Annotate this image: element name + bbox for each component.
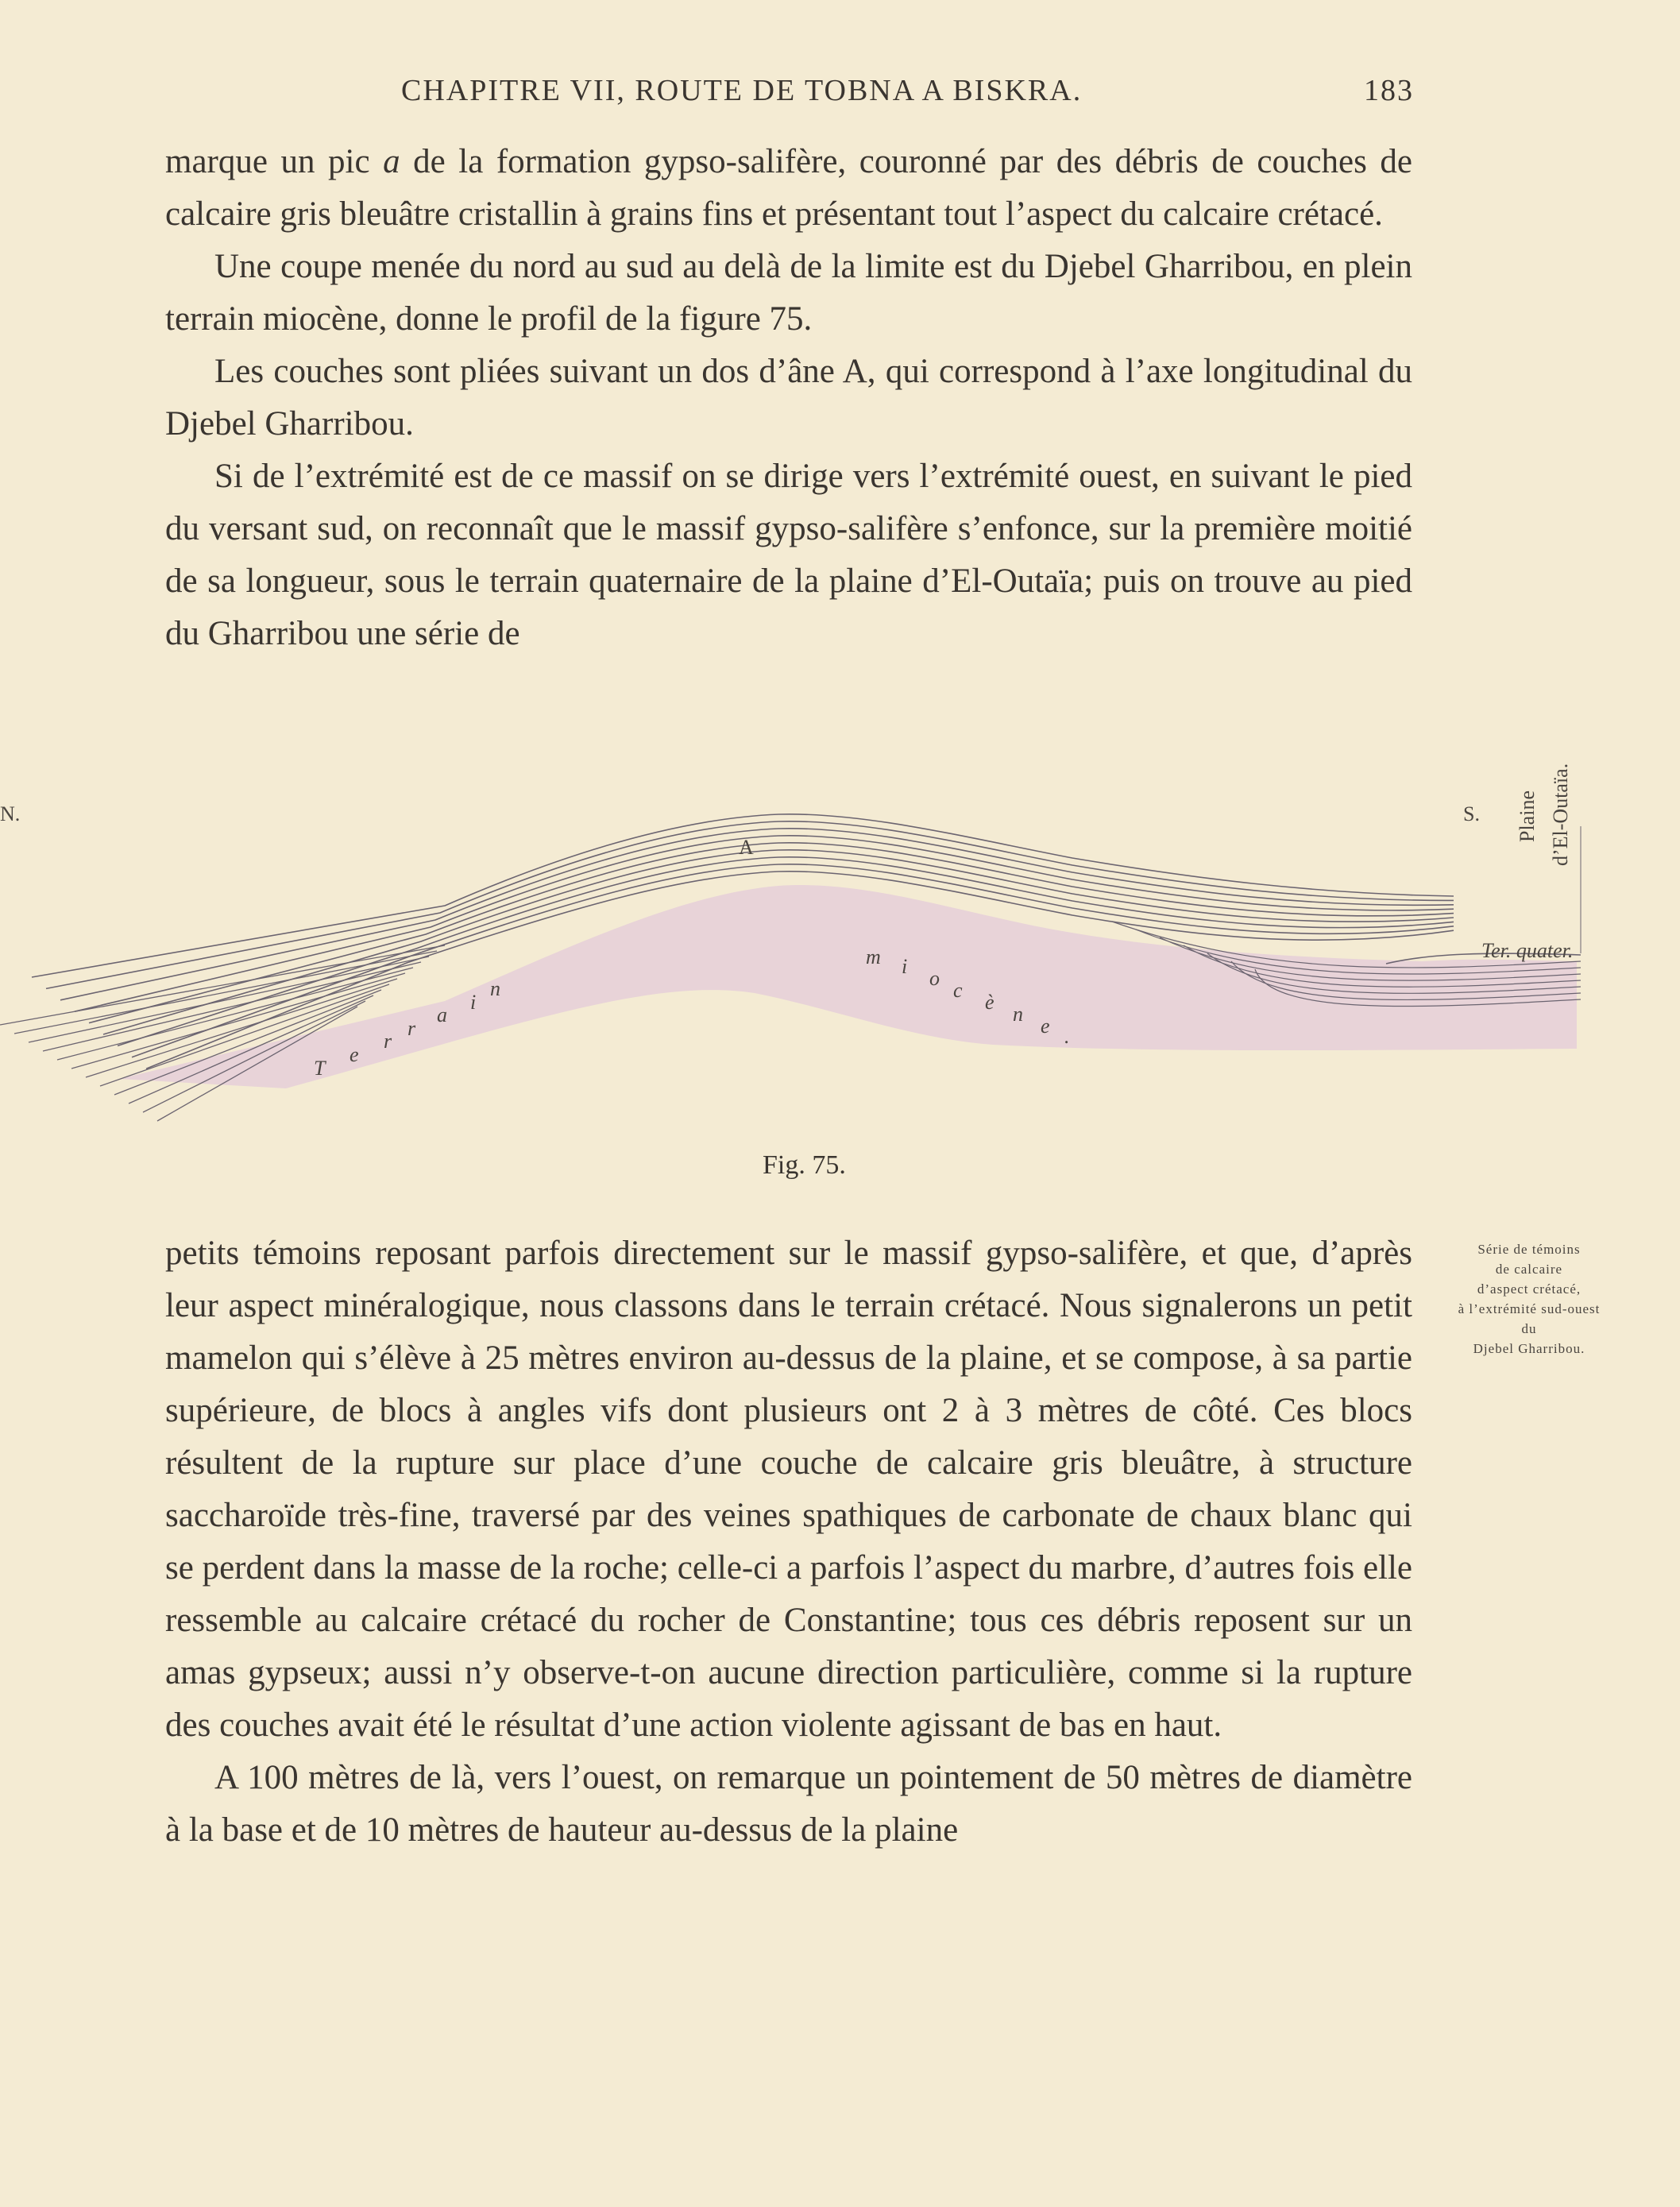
miocene-letter: n xyxy=(490,977,500,1000)
margin-note xyxy=(1422,1239,1636,1359)
paragraph: petits témoins reposant parfois directement sur le massif gypso-salifère, et que, d’après leur aspect minéralogique, nous classons dans le terrain crétacé. Nous signalerons un petit mamelon qui s’élève à 25 mètres environ au-dessus de la plaine, et se compose, à sa partie supérieure, de blocs à angles vifs dont plusieurs ont 2 à 3 mètres de côté. Ces blocs résultent de la rupture sur place d’une couche de calcaire gris bleuâtre, à structure saccharoïde très-fine, traversé par des veines spathiques de carbonate de chaux blanc qui se perdent dans la masse de la roche; celle-ci a parfois l’aspect du marbre, d’autres fois elle ressemble au calcaire crétacé du rocher de Constantine; tous ces débris reposent sur un amas gypseux; aussi n’y observe-t-on aucune direction particulière, comme si la rupture des couches avait été le résultat d’une action violente agissant de bas en haut. xyxy=(165,1235,1413,1744)
north-label: N. xyxy=(0,802,21,825)
italic-letter: a xyxy=(383,143,400,180)
running-header xyxy=(159,73,1414,121)
miocene-letter: o xyxy=(929,967,940,990)
miocene-letter: e xyxy=(1041,1015,1050,1038)
text-run: de la formation gypso-salifère, couronné par des débris de couches de calcaire gris bleuâtre cristallin à grains fins et présentant tout l’aspect du calcaire crétacé. xyxy=(165,143,1412,233)
miocene-letter: a xyxy=(437,1003,447,1026)
paragraph xyxy=(165,136,1412,241)
plain-label-line1: Plaine xyxy=(1516,790,1539,842)
south-label: S. xyxy=(1463,802,1480,825)
paragraph: A 100 mètres de là, vers l’ouest, on remarque un pointement de 50 mètres de diamètre à la base et de 10 mètres de hauteur au-dessus de la plaine xyxy=(165,1759,1412,1849)
quaternary-label: Ter. quater. xyxy=(1481,939,1574,962)
miocene-letter: n xyxy=(1013,1003,1023,1026)
miocene-letter: T xyxy=(314,1057,326,1080)
miocene-letter: m xyxy=(866,945,881,968)
miocene-letter: . xyxy=(1064,1025,1070,1048)
margin-note-line: à l’extrémité sud-ouest xyxy=(1458,1301,1601,1316)
fold-profile-drawing xyxy=(0,739,1680,1184)
chapter-title: CHAPITRE VII, ROUTE DE TOBNA A BISKRA. xyxy=(401,74,1083,107)
paragraph: Si de l’extrémité est de ce massif on se dirige vers l’extrémité ouest, en suivant le pied du versant sud, on reconnaît que le massif gypso-salifère s’enfonce, sur la première moitié de sa longueur, sous le terrain quaternaire de la plaine d’El-Outaïa; puis on trouve au pied du Gharribou une série de xyxy=(165,458,1412,652)
miocene-letter: i xyxy=(902,955,908,978)
miocene-letter: r xyxy=(407,1017,416,1040)
margin-note-line: Djebel Gharribou. xyxy=(1473,1341,1585,1356)
geological-section-figure xyxy=(0,739,1680,1184)
miocene-letter: i xyxy=(470,991,477,1014)
text-block-top xyxy=(165,136,1412,660)
text-block-bottom xyxy=(165,1227,1412,1857)
paragraph: Les couches sont pliées suivant un dos d’âne A, qui correspond à l’axe longitudinal du Djebel Gharribou. xyxy=(165,353,1412,443)
miocene-letter: è xyxy=(985,991,994,1014)
miocene-letter: r xyxy=(384,1030,392,1053)
margin-note-line: Série de témoins xyxy=(1477,1242,1581,1257)
anticline-label: A xyxy=(739,836,754,859)
margin-note-line: d’aspect crétacé, xyxy=(1477,1281,1582,1297)
figure-caption: Fig. 75. xyxy=(763,1150,846,1180)
paragraph: Une coupe menée du nord au sud au delà de la limite est du Djebel Gharribou, en plein terrain miocène, donne le profil de la figure 75. xyxy=(165,248,1412,338)
margin-note-line: du xyxy=(1521,1321,1537,1336)
miocene-letter: c xyxy=(953,979,963,1002)
margin-note-line: de calcaire xyxy=(1495,1262,1563,1277)
plain-label-line2: d’El-Outaïa. xyxy=(1549,763,1572,866)
miocene-letter: e xyxy=(350,1043,359,1066)
page-number: 183 xyxy=(1364,74,1414,107)
text-run: marque un pic xyxy=(165,143,384,180)
